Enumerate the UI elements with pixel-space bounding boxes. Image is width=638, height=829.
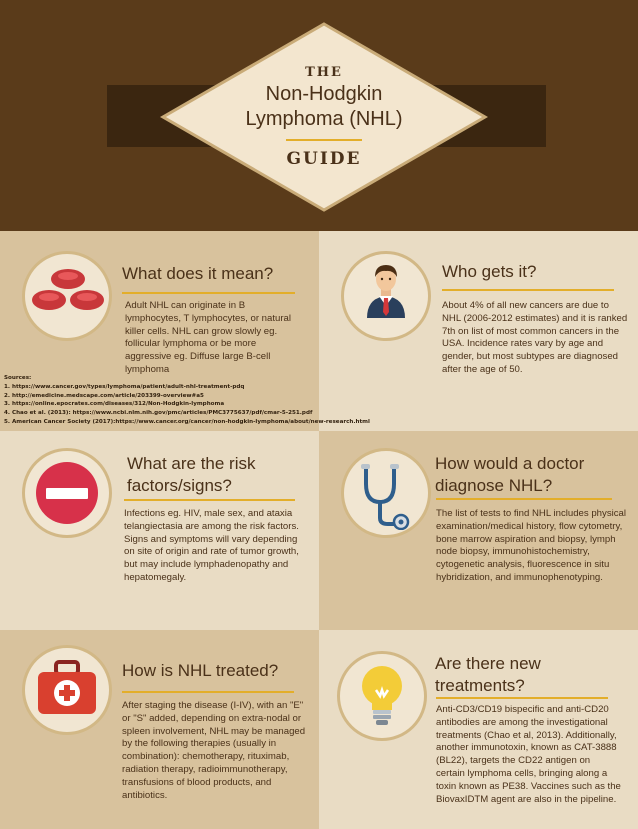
risk-heading [127,453,307,497]
new-treatments-heading [435,653,615,697]
risk-body: Infections eg. HIV, male sex, and ataxia telangiectasia are among the risk factors. Signs and symptoms will vary depending on site of origin and rate of tumor growth, but may include lymphadenopathy and hepatomegaly. [124,508,299,583]
meaning-body: Adult NHL can originate in B lymphocytes, T lymphocytes, or natural killer cells. NHL can grow slowly eg. follicular lymphoma or be more aggressive eg. Diffuse large B-cell lymphoma [125,300,292,375]
treated-body: After staging the disease (I-IV), with an "E" or "S" added, depending on extra-nodal or spleen involvement, NHL may be managed by the following therapies (usually in combination): chemotherapy, rituximab, radiation therapy, radioimmunotherapy, transfusions of blood products, and antibiotics. [122,700,306,801]
source-item: 2. http://emedicine.medscape.com/article/203399-overview#a5 [4,392,204,399]
meaning-heading: What does it mean? [122,264,274,283]
diagnose-heading-line-1: How would a doctor [435,454,585,473]
stethoscope-icon [358,462,414,530]
who-body: About 4% of all new cancers are due to NHL (2006-2012 estimates) and it is ranked 7th on list of most common cancers in the USA. Incidence rates vary by age and gender, but most subtypes are diagnosed after the age of 50. [442,300,628,375]
new-treatments-rule [436,697,608,699]
sources-list [4,374,444,427]
risk-heading-line-2: factors/signs? [127,476,232,495]
who-heading: Who gets it? [442,262,537,281]
meaning-rule [122,292,295,294]
source-item: 1. https://www.cancer.gov/types/lymphoma/patient/adult-nhl-treatment-pdq [4,383,245,390]
first-aid-kit-icon [36,660,98,716]
title-line-2: Lymphoma (NHL) [245,108,403,130]
page-title [200,82,448,132]
diagnose-body: The list of tests to find NHL includes physical examination/medical history, flow cytometry, bone marrow aspiration and biopsy, lymph node biopsy, immunohistochemistry, cytogenetic analysis, fluorescence in situ hybridization, and immunophenotyping. [436,508,627,583]
title-line-1: Non-Hodgkin [265,83,383,105]
treated-heading: How is NHL treated? [122,661,279,680]
sources-title: Sources: [4,375,32,381]
source-item: 5. American Cancer Society (2017):https://www.cancer.org/cancer/non-hodgkin-lymphoma/about/new-research.html [4,418,370,425]
no-entry-icon [34,460,100,526]
diagnose-heading [435,453,630,497]
risk-rule [124,499,295,501]
diagnose-rule [436,498,612,500]
new-treatments-body: Anti-CD3/CD19 bispecific and anti-CD20 antibodies are among the investigational treatments (Chao et al, 2013). Additionally, another immunotoxin, known as CAT-3888 (BL22), targets the CD22 antigen on certain lymphoma cells, bringing along a toxin known as PE38. Vaccines such as the BiovaxIDTM agent are also in the pipeline. [436,704,621,805]
title-suffix: GUIDE [286,149,362,169]
person-icon [361,262,411,318]
title-prefix: THE [305,65,343,80]
title-divider [286,139,362,141]
light-bulb-icon [356,664,408,728]
diagnose-heading-line-2: diagnose NHL? [435,476,553,495]
red-blood-cells-icon [30,266,106,314]
treated-rule [122,691,294,693]
new-treatments-heading-line-2: treatments? [435,676,525,695]
source-item: 3. https://online.epocrates.com/diseases/312/Non-Hodgkin-lymphoma [4,401,225,408]
who-rule [442,289,614,291]
risk-heading-line-1: What are the risk [127,454,256,473]
source-item: 4. Chao et al. (2013): https://www.ncbi.nlm.nih.gov/pmc/articles/PMC3775637/pdf/cmar-5-251.pdf [4,410,313,417]
new-treatments-heading-line-1: Are there new [435,654,541,673]
